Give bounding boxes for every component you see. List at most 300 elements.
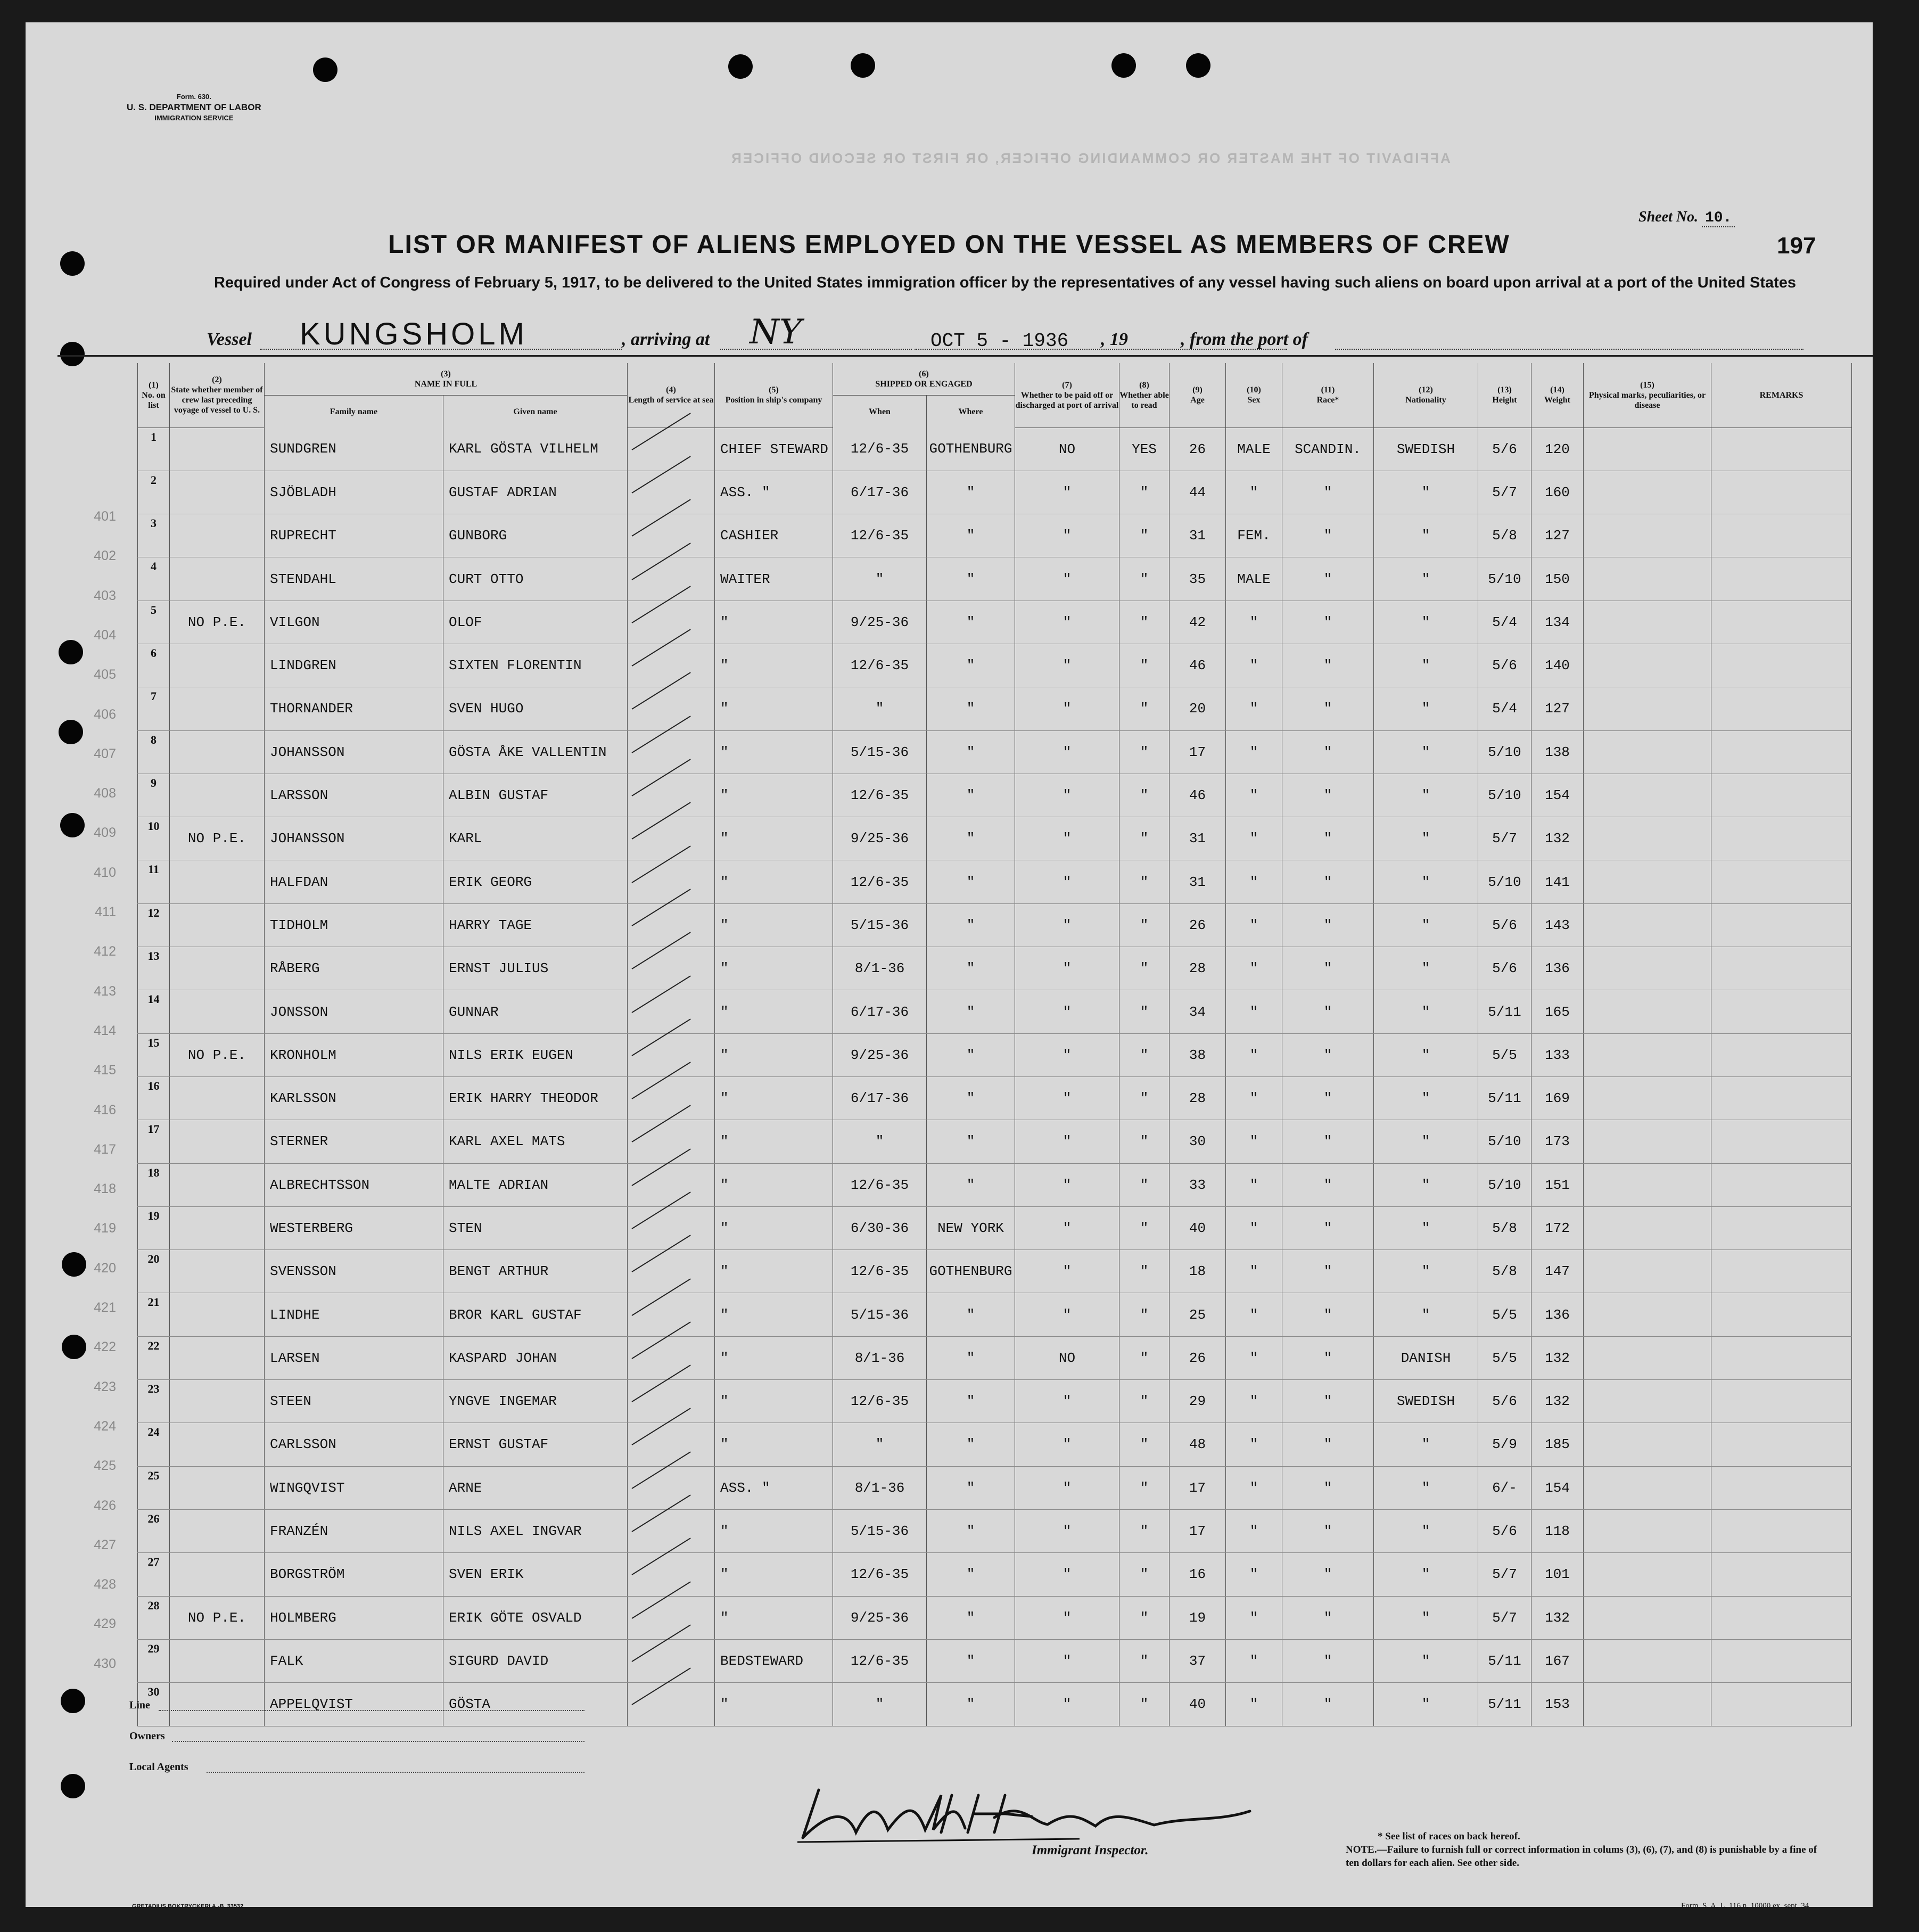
weight-cell: 132 xyxy=(1531,817,1584,860)
race-cell: " xyxy=(1282,1683,1374,1726)
remarks-cell xyxy=(1711,644,1852,687)
col-6-header: (6) SHIPPED OR ENGAGED xyxy=(833,363,1015,396)
row-number-cell: 7 xyxy=(138,687,170,730)
shipped-when-cell: 12/6-35 xyxy=(833,1639,927,1682)
manifest-page xyxy=(26,22,1873,1910)
remarks-cell xyxy=(1711,1683,1852,1726)
weight-cell: 147 xyxy=(1531,1250,1584,1293)
weight-cell: 173 xyxy=(1531,1120,1584,1163)
position-cell: " xyxy=(715,1423,833,1466)
given-name-cell: CURT OTTO xyxy=(443,557,628,601)
service-length-cell xyxy=(628,1380,715,1423)
race-cell: " xyxy=(1282,1423,1374,1466)
family-name-cell: SVENSSON xyxy=(265,1250,443,1293)
col-5-header: (5) Position in ship's company xyxy=(715,363,833,427)
family-name-cell: WINGQVIST xyxy=(265,1466,443,1509)
age-cell: 17 xyxy=(1169,1466,1226,1509)
race-cell: " xyxy=(1282,1250,1374,1293)
shipped-where-cell: GOTHENBURG xyxy=(927,1250,1015,1293)
paid-off-cell: " xyxy=(1015,860,1119,903)
sex-cell: " xyxy=(1226,774,1282,817)
given-name-cell: ERIK GÖTE OSVALD xyxy=(443,1596,628,1639)
paid-off-cell: " xyxy=(1015,471,1119,514)
sheet-label: Sheet No. xyxy=(1638,209,1698,225)
line-number: 401 xyxy=(94,509,116,524)
age-cell: 28 xyxy=(1169,1076,1226,1120)
family-name-cell: JOHANSSON xyxy=(265,817,443,860)
physical-marks-cell xyxy=(1584,903,1711,947)
family-name-cell: JOHANSSON xyxy=(265,730,443,774)
weight-cell: 151 xyxy=(1531,1163,1584,1206)
physical-marks-cell xyxy=(1584,1293,1711,1336)
service-length-cell xyxy=(628,1596,715,1639)
given-name-cell: ERNST GUSTAF xyxy=(443,1423,628,1466)
able-to-read-cell: " xyxy=(1119,1596,1169,1639)
sex-cell: " xyxy=(1226,1293,1282,1336)
weight-cell: 133 xyxy=(1531,1033,1584,1076)
col-7-header: (7) Whether to be paid off or discharged at port of arrival xyxy=(1015,363,1119,427)
table-row xyxy=(138,1423,1852,1466)
nationality-cell: " xyxy=(1374,817,1478,860)
position-cell: " xyxy=(715,1509,833,1552)
service-length-cell xyxy=(628,1120,715,1163)
shipped-where-cell: NEW YORK xyxy=(927,1206,1015,1249)
shipped-where-cell: " xyxy=(927,471,1015,514)
able-to-read-cell: " xyxy=(1119,1206,1169,1249)
age-cell: 16 xyxy=(1169,1553,1226,1596)
line-number: 409 xyxy=(94,825,116,841)
shipped-when-cell: " xyxy=(833,687,927,730)
line-number: 408 xyxy=(94,786,116,801)
able-to-read-cell: " xyxy=(1119,1423,1169,1466)
paid-off-cell: " xyxy=(1015,1423,1119,1466)
bleed-through-text: AFFIDAVIT OF THE MASTER OR COMMANDING OFFICER, OR FIRST OR SECOND OFFICER xyxy=(730,150,1451,166)
shipped-where-cell: " xyxy=(927,1683,1015,1726)
height-cell: 5/7 xyxy=(1478,471,1531,514)
line-number: 428 xyxy=(94,1577,116,1592)
previous-voyage-cell xyxy=(170,1466,265,1509)
sex-cell: " xyxy=(1226,1380,1282,1423)
nationality-cell: " xyxy=(1374,1120,1478,1163)
printer-imprint: GRETADIUS BOKTRYCKERI A.-B. 33532 xyxy=(132,1903,244,1910)
physical-marks-cell xyxy=(1584,1683,1711,1726)
shipped-where-cell: " xyxy=(927,1509,1015,1552)
remarks-cell xyxy=(1711,1293,1852,1336)
age-cell: 48 xyxy=(1169,1423,1226,1466)
given-name-cell: STEN xyxy=(443,1206,628,1249)
sheet-value: 10. xyxy=(1702,210,1735,227)
weight-cell: 143 xyxy=(1531,903,1584,947)
arrival-date: OCT 5 - 1936 xyxy=(930,330,1069,352)
shipped-where-cell: " xyxy=(927,1163,1015,1206)
nationality-cell: " xyxy=(1374,1293,1478,1336)
physical-marks-cell xyxy=(1584,1639,1711,1682)
remarks-cell xyxy=(1711,1206,1852,1249)
given-name-cell: GUNBORG xyxy=(443,514,628,557)
position-cell: ASS. " xyxy=(715,1466,833,1509)
remarks-cell xyxy=(1711,1596,1852,1639)
paid-off-cell: " xyxy=(1015,1163,1119,1206)
table-row xyxy=(138,557,1852,601)
physical-marks-cell xyxy=(1584,1553,1711,1596)
physical-marks-cell xyxy=(1584,1509,1711,1552)
where-header: Where xyxy=(927,396,1015,428)
punch-hole xyxy=(61,1774,85,1798)
given-name-cell: NILS ERIK EUGEN xyxy=(443,1033,628,1076)
races-note: * See list of races on back hereof. xyxy=(1378,1831,1520,1842)
previous-voyage-cell xyxy=(170,1423,265,1466)
shipped-when-cell: 6/17-36 xyxy=(833,990,927,1033)
nationality-cell: " xyxy=(1374,644,1478,687)
given-name-cell: BENGT ARTHUR xyxy=(443,1250,628,1293)
physical-marks-cell xyxy=(1584,1250,1711,1293)
position-cell: " xyxy=(715,947,833,990)
sex-cell: " xyxy=(1226,1639,1282,1682)
weight-cell: 167 xyxy=(1531,1639,1584,1682)
shipped-where-cell: " xyxy=(927,903,1015,947)
height-cell: 5/8 xyxy=(1478,1250,1531,1293)
able-to-read-cell: " xyxy=(1119,471,1169,514)
race-cell: " xyxy=(1282,644,1374,687)
previous-voyage-cell xyxy=(170,1250,265,1293)
nationality-cell: " xyxy=(1374,903,1478,947)
shipped-when-cell: 12/6-35 xyxy=(833,860,927,903)
weight-cell: 127 xyxy=(1531,687,1584,730)
service-length-cell xyxy=(628,601,715,644)
position-cell: " xyxy=(715,1553,833,1596)
from-port-fill xyxy=(1335,349,1803,350)
shipped-where-cell: " xyxy=(927,514,1015,557)
age-cell: 33 xyxy=(1169,1163,1226,1206)
age-cell: 18 xyxy=(1169,1250,1226,1293)
table-row xyxy=(138,1639,1852,1682)
remarks-cell xyxy=(1711,730,1852,774)
line-number: 407 xyxy=(94,746,116,761)
weight-cell: 120 xyxy=(1531,427,1584,471)
physical-marks-cell xyxy=(1584,1336,1711,1379)
race-cell: " xyxy=(1282,601,1374,644)
previous-voyage-cell: NO P.E. xyxy=(170,601,265,644)
shipped-when-cell: 8/1-36 xyxy=(833,947,927,990)
shipped-where-cell: " xyxy=(927,1466,1015,1509)
race-cell: " xyxy=(1282,1206,1374,1249)
family-name-cell: LARSSON xyxy=(265,774,443,817)
shipped-when-cell: 12/6-35 xyxy=(833,644,927,687)
position-cell: " xyxy=(715,1033,833,1076)
sex-cell: " xyxy=(1226,903,1282,947)
shipped-when-cell: 8/1-36 xyxy=(833,1336,927,1379)
family-name-cell: STEEN xyxy=(265,1380,443,1423)
sex-cell: " xyxy=(1226,1596,1282,1639)
line-number: 417 xyxy=(94,1141,116,1157)
physical-marks-cell xyxy=(1584,730,1711,774)
nationality-cell: SWEDISH xyxy=(1374,427,1478,471)
family-name-cell: CARLSSON xyxy=(265,1423,443,1466)
line-number: 402 xyxy=(94,548,116,564)
nationality-cell: " xyxy=(1374,601,1478,644)
service-length-cell xyxy=(628,1423,715,1466)
position-cell: " xyxy=(715,730,833,774)
previous-voyage-cell xyxy=(170,947,265,990)
nationality-cell: " xyxy=(1374,1553,1478,1596)
line-number: 403 xyxy=(94,588,116,603)
position-cell: " xyxy=(715,1596,833,1639)
shipped-when-cell: 12/6-35 xyxy=(833,1380,927,1423)
stamp-number: 197 xyxy=(1777,233,1816,259)
line-number: 405 xyxy=(94,667,116,683)
family-name-cell: FALK xyxy=(265,1639,443,1682)
vessel-name: KUNGSHOLM xyxy=(300,317,528,351)
race-cell: " xyxy=(1282,1336,1374,1379)
previous-voyage-cell: NO P.E. xyxy=(170,1033,265,1076)
line-number: 425 xyxy=(94,1458,116,1474)
race-cell: " xyxy=(1282,471,1374,514)
line-number: 422 xyxy=(94,1339,116,1355)
physical-marks-cell xyxy=(1584,471,1711,514)
position-cell: " xyxy=(715,1163,833,1206)
table-row xyxy=(138,1163,1852,1206)
able-to-read-cell: " xyxy=(1119,1553,1169,1596)
able-to-read-cell: " xyxy=(1119,1033,1169,1076)
shipped-where-cell: " xyxy=(927,1033,1015,1076)
col-15-header: (15) Physical marks, peculiarities, or disease xyxy=(1584,363,1711,427)
given-name-cell: KARL AXEL MATS xyxy=(443,1120,628,1163)
paid-off-cell: " xyxy=(1015,1250,1119,1293)
col-2-header: (2) State whether member of crew last preceding voyage of vessel to U. S. xyxy=(170,363,265,427)
nationality-cell: " xyxy=(1374,1076,1478,1120)
remarks-cell xyxy=(1711,514,1852,557)
service-length-cell xyxy=(628,903,715,947)
able-to-read-cell: " xyxy=(1119,644,1169,687)
sex-cell: " xyxy=(1226,990,1282,1033)
family-name-cell: SUNDGREN xyxy=(265,427,443,471)
sheet-number xyxy=(1638,209,1735,226)
able-to-read-cell: " xyxy=(1119,860,1169,903)
height-cell: 5/5 xyxy=(1478,1033,1531,1076)
service-length-cell xyxy=(628,1509,715,1552)
sex-cell: " xyxy=(1226,1466,1282,1509)
paid-off-cell: " xyxy=(1015,1380,1119,1423)
punch-hole xyxy=(1186,53,1210,78)
shipped-where-cell: " xyxy=(927,1596,1015,1639)
sex-cell: MALE xyxy=(1226,557,1282,601)
sex-cell: " xyxy=(1226,1336,1282,1379)
nationality-cell: " xyxy=(1374,1423,1478,1466)
position-cell: " xyxy=(715,1120,833,1163)
weight-cell: 172 xyxy=(1531,1206,1584,1249)
height-cell: 5/8 xyxy=(1478,514,1531,557)
age-cell: 44 xyxy=(1169,471,1226,514)
given-name-cell: GUSTAF ADRIAN xyxy=(443,471,628,514)
paid-off-cell: " xyxy=(1015,1293,1119,1336)
previous-voyage-cell xyxy=(170,1683,265,1726)
row-number-cell: 18 xyxy=(138,1163,170,1206)
agents-label: Local Agents xyxy=(129,1761,188,1773)
position-cell: WAITER xyxy=(715,557,833,601)
sex-cell: " xyxy=(1226,1163,1282,1206)
service-length-cell xyxy=(628,1033,715,1076)
service-length-cell xyxy=(628,1639,715,1682)
given-name-cell: KARL xyxy=(443,817,628,860)
weight-cell: 140 xyxy=(1531,644,1584,687)
weight-cell: 118 xyxy=(1531,1509,1584,1552)
physical-marks-cell xyxy=(1584,1380,1711,1423)
nationality-cell: " xyxy=(1374,1639,1478,1682)
family-name-cell: LINDHE xyxy=(265,1293,443,1336)
weight-cell: 132 xyxy=(1531,1380,1584,1423)
footer-notes xyxy=(1346,1830,1825,1870)
age-cell: 31 xyxy=(1169,514,1226,557)
height-cell: 5/11 xyxy=(1478,1639,1531,1682)
height-cell: 5/7 xyxy=(1478,1553,1531,1596)
physical-marks-cell xyxy=(1584,860,1711,903)
paid-off-cell: " xyxy=(1015,1683,1119,1726)
paid-off-cell: " xyxy=(1015,947,1119,990)
race-cell: " xyxy=(1282,1509,1374,1552)
table-row xyxy=(138,514,1852,557)
race-cell: " xyxy=(1282,1380,1374,1423)
remarks-cell xyxy=(1711,1033,1852,1076)
family-name-cell: STERNER xyxy=(265,1120,443,1163)
service-length-cell xyxy=(628,860,715,903)
age-cell: 38 xyxy=(1169,1033,1226,1076)
shipped-when-cell: 5/15-36 xyxy=(833,1509,927,1552)
shipped-when-cell: 9/25-36 xyxy=(833,817,927,860)
weight-cell: 154 xyxy=(1531,774,1584,817)
sex-cell: " xyxy=(1226,1553,1282,1596)
row-number-cell: 9 xyxy=(138,774,170,817)
nationality-cell: " xyxy=(1374,774,1478,817)
paid-off-cell: " xyxy=(1015,1553,1119,1596)
service-length-cell xyxy=(628,644,715,687)
race-cell: " xyxy=(1282,1553,1374,1596)
table-row xyxy=(138,601,1852,644)
paid-off-cell: " xyxy=(1015,687,1119,730)
shipped-when-cell: 5/15-36 xyxy=(833,1293,927,1336)
remarks-cell xyxy=(1711,1336,1852,1379)
sex-cell: " xyxy=(1226,860,1282,903)
row-number-cell: 4 xyxy=(138,557,170,601)
sex-cell: " xyxy=(1226,687,1282,730)
position-cell: CASHIER xyxy=(715,514,833,557)
table-row xyxy=(138,1250,1852,1293)
paid-off-cell: " xyxy=(1015,644,1119,687)
row-number-cell: 25 xyxy=(138,1466,170,1509)
service-length-cell xyxy=(628,730,715,774)
row-number-cell: 28 xyxy=(138,1596,170,1639)
paid-off-cell: " xyxy=(1015,1639,1119,1682)
shipped-when-cell: 6/17-36 xyxy=(833,471,927,514)
paid-off-cell: " xyxy=(1015,990,1119,1033)
sex-cell: " xyxy=(1226,1206,1282,1249)
position-cell: " xyxy=(715,1250,833,1293)
able-to-read-cell: " xyxy=(1119,1163,1169,1206)
given-name-cell: GUNNAR xyxy=(443,990,628,1033)
position-cell: " xyxy=(715,1293,833,1336)
position-cell: CHIEF STEWARD xyxy=(715,427,833,471)
age-cell: 34 xyxy=(1169,990,1226,1033)
physical-marks-cell xyxy=(1584,1163,1711,1206)
given-name-cell: NILS AXEL INGVAR xyxy=(443,1509,628,1552)
height-cell: 5/6 xyxy=(1478,947,1531,990)
height-cell: 5/6 xyxy=(1478,1380,1531,1423)
family-name-cell: JONSSON xyxy=(265,990,443,1033)
physical-marks-cell xyxy=(1584,1033,1711,1076)
weight-cell: 169 xyxy=(1531,1076,1584,1120)
position-cell: " xyxy=(715,601,833,644)
shipped-where-cell: " xyxy=(927,644,1015,687)
shipped-where-cell: " xyxy=(927,730,1015,774)
height-cell: 5/10 xyxy=(1478,774,1531,817)
able-to-read-cell: YES xyxy=(1119,427,1169,471)
sex-cell: " xyxy=(1226,1250,1282,1293)
race-cell: " xyxy=(1282,514,1374,557)
race-cell: " xyxy=(1282,1033,1374,1076)
paid-off-cell: " xyxy=(1015,903,1119,947)
nationality-cell: " xyxy=(1374,1596,1478,1639)
able-to-read-cell: " xyxy=(1119,1336,1169,1379)
paid-off-cell: " xyxy=(1015,1076,1119,1120)
line-number: 404 xyxy=(94,627,116,643)
nationality-cell: DANISH xyxy=(1374,1336,1478,1379)
col-10-header: (10) Sex xyxy=(1226,363,1282,427)
punch-hole xyxy=(313,57,337,82)
shipped-when-cell: 12/6-35 xyxy=(833,1163,927,1206)
able-to-read-cell: " xyxy=(1119,1076,1169,1120)
col-4-header: (4) Length of service at sea xyxy=(628,363,715,427)
remarks-cell xyxy=(1711,774,1852,817)
race-cell: " xyxy=(1282,1639,1374,1682)
physical-marks-cell xyxy=(1584,990,1711,1033)
paid-off-cell: " xyxy=(1015,601,1119,644)
weight-cell: 127 xyxy=(1531,514,1584,557)
previous-voyage-cell xyxy=(170,1120,265,1163)
weight-cell: 160 xyxy=(1531,471,1584,514)
given-name-cell: GÖSTA ÅKE VALLENTIN xyxy=(443,730,628,774)
line-number: 423 xyxy=(94,1379,116,1394)
shipped-where-cell: " xyxy=(927,1336,1015,1379)
shipped-when-cell: 8/1-36 xyxy=(833,1466,927,1509)
previous-voyage-cell xyxy=(170,1293,265,1336)
given-name-cell: MALTE ADRIAN xyxy=(443,1163,628,1206)
col-14-header: (14) Weight xyxy=(1531,363,1584,427)
physical-marks-cell xyxy=(1584,817,1711,860)
able-to-read-cell: " xyxy=(1119,1120,1169,1163)
height-cell: 5/10 xyxy=(1478,557,1531,601)
shipped-where-cell: " xyxy=(927,1076,1015,1120)
position-cell: " xyxy=(715,1380,833,1423)
line-number: 426 xyxy=(94,1498,116,1513)
previous-voyage-cell: NO P.E. xyxy=(170,817,265,860)
given-name-cell: HARRY TAGE xyxy=(443,903,628,947)
weight-cell: 165 xyxy=(1531,990,1584,1033)
able-to-read-cell: " xyxy=(1119,730,1169,774)
manifest-rows xyxy=(138,427,1852,1726)
height-cell: 5/10 xyxy=(1478,1120,1531,1163)
remarks-cell xyxy=(1711,1120,1852,1163)
shipped-where-cell: " xyxy=(927,1423,1015,1466)
arriving-port: NY xyxy=(750,313,802,352)
service-name: IMMIGRATION SERVICE xyxy=(154,114,234,122)
table-row xyxy=(138,644,1852,687)
age-cell: 29 xyxy=(1169,1380,1226,1423)
nationality-cell: " xyxy=(1374,1206,1478,1249)
shipped-where-cell: " xyxy=(927,817,1015,860)
family-name-header: Family name xyxy=(265,396,443,428)
race-cell: " xyxy=(1282,1163,1374,1206)
age-cell: 35 xyxy=(1169,557,1226,601)
table-row xyxy=(138,730,1852,774)
